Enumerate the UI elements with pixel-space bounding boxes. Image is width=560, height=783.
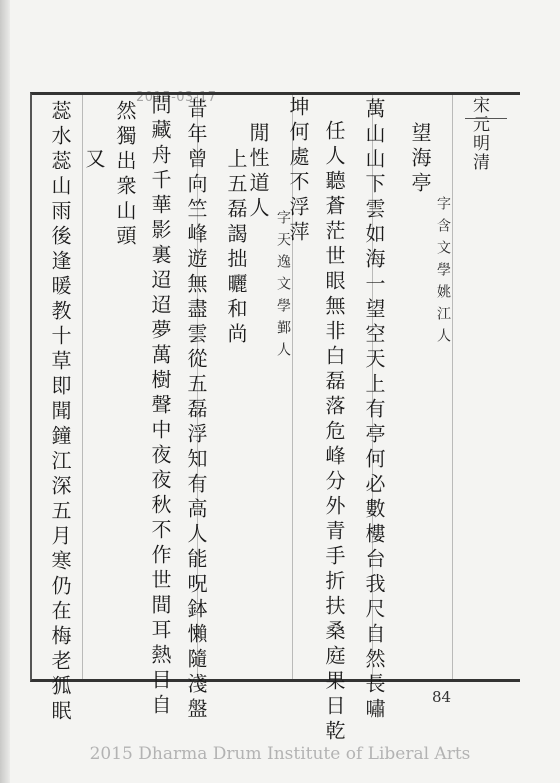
text-column-3: 任人聽蒼茫世眼無非白磊落危峰分外青手折扶桑庭果日乾 <box>322 120 346 745</box>
page-header-title: 宋元明清 <box>469 96 489 172</box>
text-column-5-note: 字天逸文學鄞人 <box>275 210 291 364</box>
text-column-10: 又 <box>82 148 106 173</box>
book-spine <box>0 0 10 783</box>
watermark: 2015 Dharma Drum Institute of Liberal Arts <box>89 744 471 764</box>
text-column-6: 上五磊謁拙曬和尚 <box>224 148 248 348</box>
bleed-through-text <box>10 300 28 420</box>
text-column-7: 昔年曾向竺峰遊無盡雲從五磊浮知有高人能呪鉢懶隨淺盤 <box>184 98 208 723</box>
text-column-8: 問藏舟千華影裏迢迢夢萬樹聲中夜夜秋不作世間耳熱目自 <box>148 94 172 719</box>
page-number: 84 <box>432 688 452 706</box>
side-note-column: 字含文學姚江人 <box>435 196 451 350</box>
text-frame <box>30 92 520 682</box>
text-column-1: 望海亭 <box>408 122 432 197</box>
text-column-9: 然獨出衆山頭 <box>113 100 137 250</box>
text-column-5: 閒性道人 <box>246 122 270 222</box>
text-column-11: 蕊水蕊山雨後逢暖教十草即聞鐘江深五月寒仍在梅老狐眠 <box>48 100 72 725</box>
text-column-4: 坤何處不浮萍 <box>286 96 310 246</box>
column-rule <box>452 95 453 679</box>
text-column-2: 萬山山下雲如海一望空天上有亭何必數樓台我尺自然長嘯 <box>362 98 386 723</box>
column-rule <box>82 95 83 679</box>
date-stamp: 2015-03-17 <box>136 90 217 105</box>
